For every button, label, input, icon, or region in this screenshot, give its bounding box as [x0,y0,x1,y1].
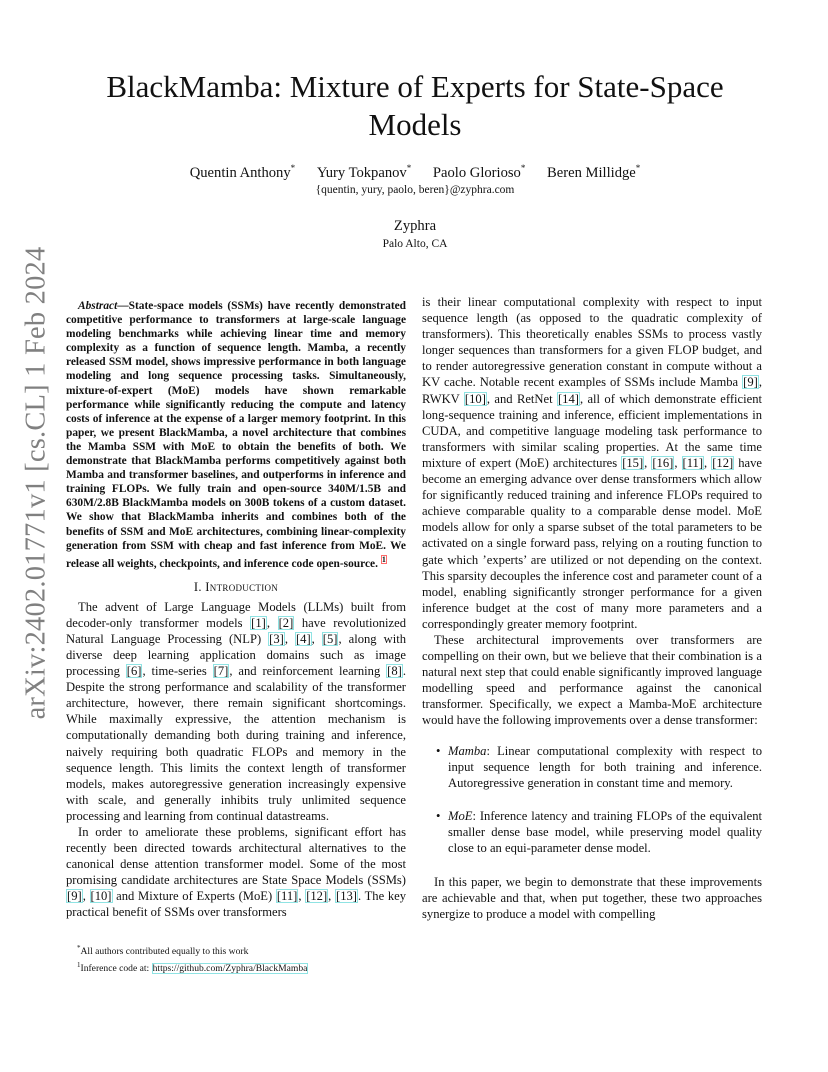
list-item: • Mamba: Linear computational complexity with respect to input sequence length for both training and inference. Autoregressive generation in constant time and memory. [436,743,762,790]
citation-link[interactable]: [16] [652,455,674,470]
footnote-equal-contribution: *All authors contributed equally to this work [77,944,249,958]
abstract-text: —State-space models (SSMs) have recently demonstrated competitive performance to transformers at large-scale language modeling benchmarks while achieving linear time and memory complexity as a function of sequence length. Mamba, a recently released SSM model, shows impressive performance in both language modeling and long sequence processing tasks. Simultaneously, mixture-of-expert (MoE) models have shown remarkable performance while significantly reducing the compute and latency costs of inference at the expense of a larger memory footprint. In this paper, we present BlackMamba, a novel architecture that combines the Mamba SSM with MoE to obtain the benefits of both. We demonstrate that BlackMamba performs competitively against both Mamba and transformer baselines, and outperforms in inference and training FLOPs. We fully train and open-source 340M/1.5B and 630M/2.8B BlackMamba models on 300B tokens of a custom dataset. We show that BlackMamba inherits and combines both of the benefits of SSM and MoE architectures, combining linear-complexity generation from SSM with cheap and fast inference from MoE. We release all weights, checkpoints, and inference code open-source. [66,300,406,570]
citation-link[interactable]: [3] [269,631,284,646]
footnote-link[interactable]: 1 [381,554,386,564]
arxiv-identifier: arXiv:2402.01771v1 [cs.CL] 1 Feb 2024 [20,246,52,720]
citation-link[interactable]: [11] [682,455,704,470]
intro-paragraph-2: In order to ameliorate these problems, significant effort has recently been directed towards architectural alternatives to the canonical dense attention transformer model. Some of the most promising candidate architectures are State Space Models (SSMs) [9], [10] and Mixture of Experts (MoE) [11], [12], [13]. The key practical benefit of SSMs over transformers [66,824,407,920]
improvement-list [422,743,762,857]
affiliation: Zyphra [393,218,437,234]
right-column [422,294,762,922]
footnote-inference-code: $^1$Inference code at: https://github.com/Zyphra/BlackMamba [77,960,308,974]
citation-link[interactable]: [11] [276,889,298,904]
citation-link[interactable]: [10] [90,889,112,904]
list-item: • MoE: Inference latency and training FLOPs of the equivalent smaller dense base model, while preserving model quality close to an equi-parameter dense model. [436,808,762,855]
author: Beren Millidge* [547,163,641,181]
author: Paolo Glorioso* [432,163,526,181]
author-list [60,163,770,182]
citation-link[interactable]: [12] [306,889,328,904]
bullet-icon: • [436,808,441,823]
citation-link[interactable]: [5] [322,631,338,646]
right-paragraph-2: These architectural improvements over transformers are compelling on their own, but we believe that their combination is a natural next step that could enable significantly improved language modelling speed and performance against the canonical transformer. Specifically, we expect a Mamba-MoE architecture would have the following improvements over a dense transformer: [422,632,762,728]
left-column [66,299,406,921]
citation-link[interactable]: [1] [251,615,266,630]
citation-link[interactable]: [13] [336,889,357,904]
author: Quentin Anthony* [189,163,296,181]
footnotes [66,942,406,975]
affiliation-location: Palo Alto, CA [382,238,448,250]
citation-link[interactable]: [15] [622,455,644,470]
citation-link[interactable]: [10] [464,391,486,406]
citation-link[interactable]: [9] [67,889,82,904]
citation-link[interactable]: [12] [712,455,734,470]
author-emails: {quentin, yury, paolo, beren}@zyphra.com [315,184,515,196]
section-heading-introduction: I. Introduction [193,579,279,594]
citation-link[interactable]: [2] [278,615,294,630]
bullet-icon: • [436,743,441,758]
paper-title: BlackMamba: Mixture of Experts for State-Space Models [106,69,724,142]
citation-link[interactable]: [8] [387,664,402,679]
citation-link[interactable]: [4] [295,631,311,646]
right-paragraph-1: is their linear computational complexity with respect to input sequence length (as opposed to the quadratic complexity of transformers). This theoretically enables SSMs to process vastly longer sequences than transformers for a given FLOP budget, and to render autoregressive generation constant in compute without a KV cache. Notable recent examples of SSMs include Mamba [9], RWKV [10], and RetNet [14], all of which demonstrate efficient long-sequence training and inference, efficient implementations in CUDA, and competitive language modeling task performance to transformers with similar scaling properties. At the same time mixture of expert (MoE) architectures [15], [16], [11], [12] have become an emerging advance over dense transformers which allow for significantly reduced training and inference FLOPs required to achieve comparable quality to a comparable dense model. MoE models allow for only a sparse subset of the total parameters to be activated on a single forward pass, relying on a routing function to gate which ’experts’ are utilized or not depending on the context. This sparsity decouples the inference cost and parameter count of a model, enabling significantly stronger performance for a given inference budget at the cost of many more parameters and a correspondingly greater memory footprint. [422,295,763,631]
abstract-label: Abstract [78,300,118,312]
github-url-link[interactable]: https://github.com/Zyphra/BlackMamba [152,962,308,974]
intro-paragraph-1: The advent of Large Language Models (LLMs) built from decoder-only transformer models [1], [2] have revolutionized Natural Language Processing (NLP) [3], [4], [5], along with diverse deep learning application domains such as image processing [6], time-series [7], and reinforcement learning [8]. Despite the strong performance and scalability of the transformer architecture, however, there remain significant shortcomings. While maximally expressive, the attention mechanism is computationally demanding both during training and inference, naively requiring both quadratic FLOPs and memory in the sequence length. This limits the context length of transformer models, makes autoregressive generation increasingly expensive with scale, and generally inhibits truly unlimited sequence processing and learning from continual datastreams. [66,599,407,823]
right-paragraph-3: In this paper, we begin to demonstrate that these improvements are achievable and that, when put together, these two approaches synergize to produce a model with compelling [422,875,762,922]
citation-link[interactable]: [9] [743,375,758,390]
citation-link[interactable]: [14] [557,391,579,406]
citation-link[interactable]: [7] [213,664,229,679]
citation-link[interactable]: [6] [126,664,142,679]
author: Yury Tokpanov* [316,163,412,181]
abstract [66,299,406,571]
